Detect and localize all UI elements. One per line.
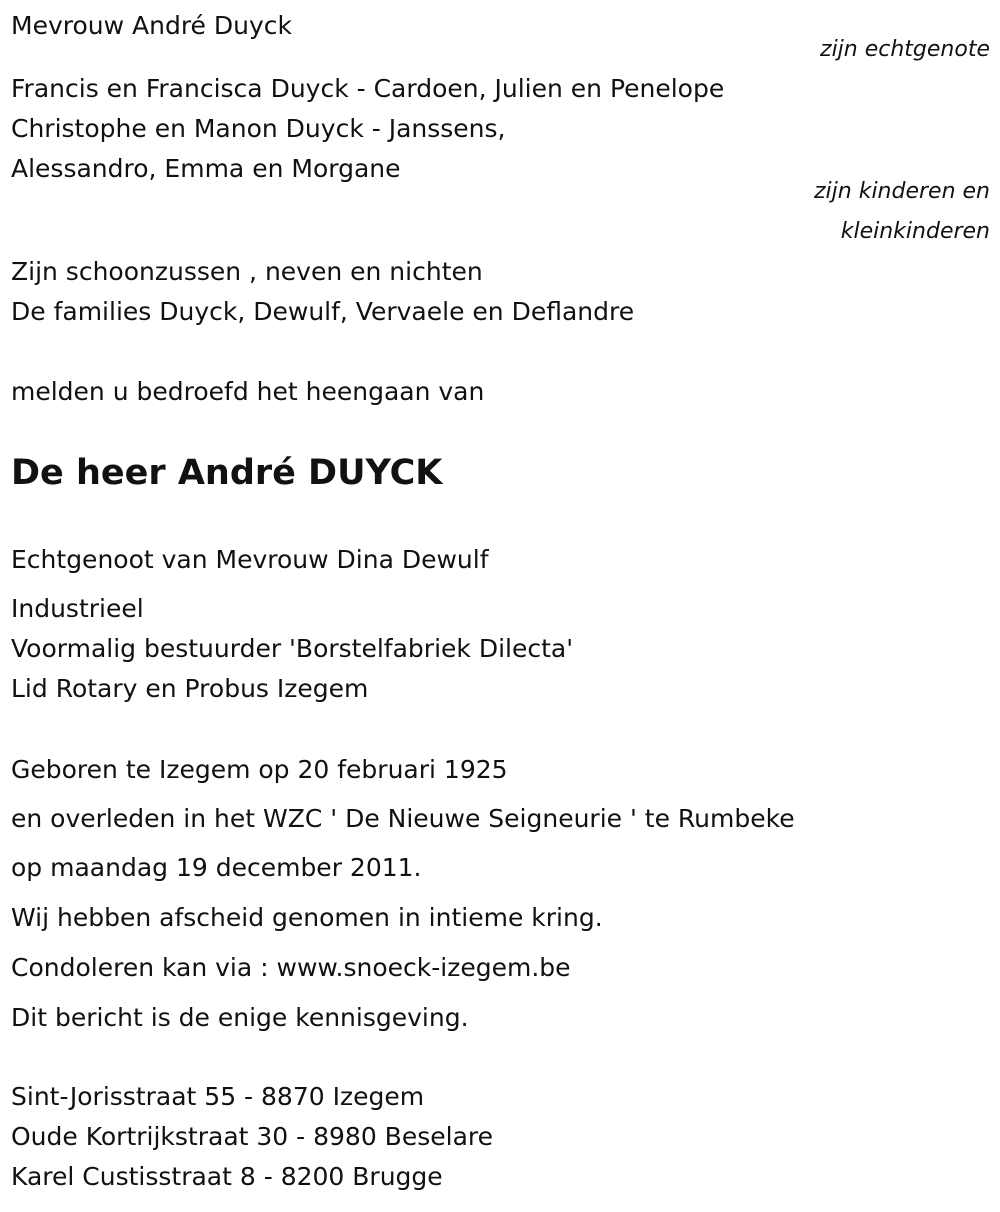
children-role-line-2: kleinkinderen — [840, 219, 990, 244]
family-line-1: Zijn schoonzussen , neven en nichten — [11, 257, 483, 286]
farewell-line: Wij hebben afscheid genomen in intieme kring. — [11, 903, 603, 932]
children-line-3: Alessandro, Emma en Morgane — [11, 154, 401, 183]
announcement: melden u bedroefd het heengaan van — [11, 377, 485, 406]
family-line-2: De families Duyck, Dewulf, Vervaele en Deflandre — [11, 297, 635, 326]
children-line-1: Francis en Francisca Duyck - Cardoen, Julien en Penelope — [11, 74, 725, 103]
membership-line: Lid Rotary en Probus Izegem — [11, 674, 369, 703]
address-line-3: Karel Custisstraat 8 - 8200 Brugge — [11, 1162, 443, 1191]
children-line-2: Christophe en Manon Duyck - Janssens, — [11, 114, 506, 143]
occupation-line: Industrieel — [11, 594, 144, 623]
spouse-line: Echtgenoot van Mevrouw Dina Dewulf — [11, 545, 489, 574]
address-line-2: Oude Kortrijkstraat 30 - 8980 Beselare — [11, 1122, 493, 1151]
death-date-line: op maandag 19 december 2011. — [11, 853, 422, 882]
death-place-line: en overleden in het WZC ' De Nieuwe Seigneurie ' te Rumbeke — [11, 804, 795, 833]
children-role-line-1: zijn kinderen en — [814, 179, 990, 204]
deceased-name: De heer André DUYCK — [11, 453, 443, 493]
former-role-line: Voormalig bestuurder 'Borstelfabriek Dilecta' — [11, 634, 574, 663]
address-line-1: Sint-Jorisstraat 55 - 8870 Izegem — [11, 1082, 425, 1111]
spouse-name: Mevrouw André Duyck — [11, 11, 292, 40]
spouse-role: zijn echtgenote — [820, 37, 990, 62]
notice-line: Dit bericht is de enige kennisgeving. — [11, 1003, 469, 1032]
birth-line: Geboren te Izegem op 20 februari 1925 — [11, 755, 508, 784]
condolence-line: Condoleren kan via : www.snoeck-izegem.be — [11, 953, 571, 982]
